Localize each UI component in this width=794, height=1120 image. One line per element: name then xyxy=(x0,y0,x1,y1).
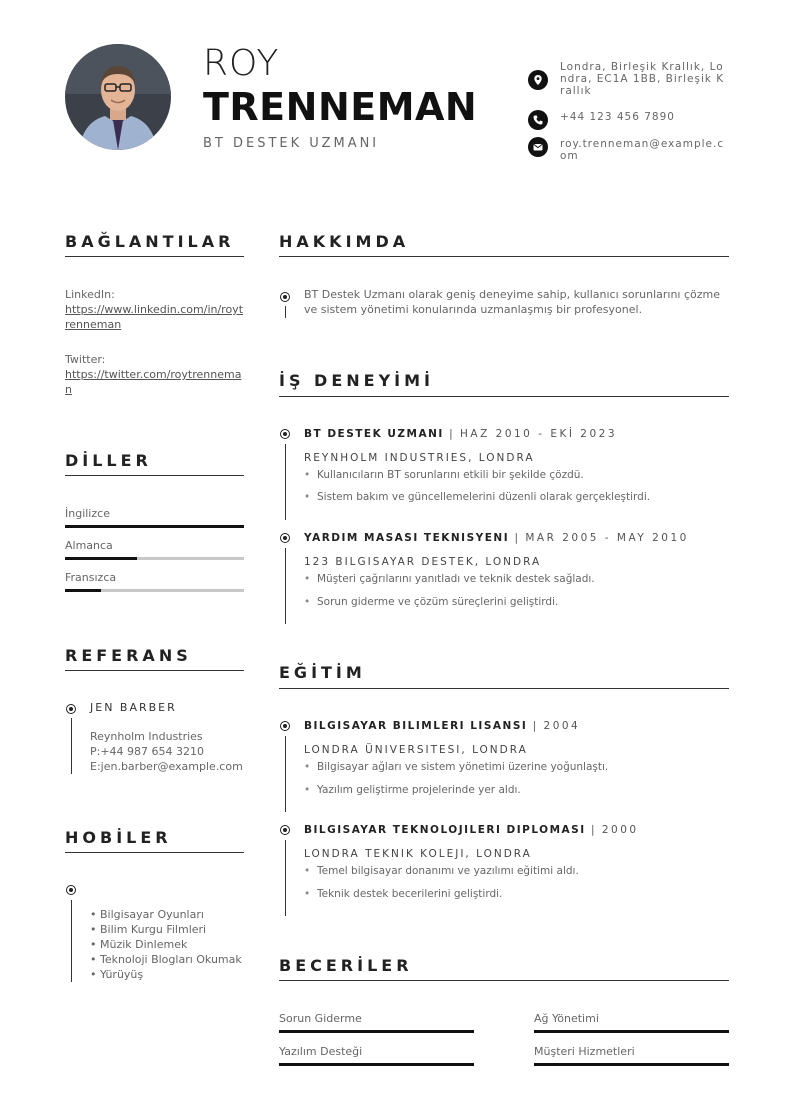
timeline-dot xyxy=(280,721,290,731)
hobby-item: • Yürüyüş xyxy=(90,968,144,981)
hobby-item: • Bilgisayar Oyunları xyxy=(90,908,204,921)
language-name: Fransızca xyxy=(65,571,117,584)
job-company: 123 BILGISAYAR DESTEK, LONDRA xyxy=(304,556,542,568)
job-title: BT DESTEK UZMANI xyxy=(203,136,380,151)
hobbies-list xyxy=(90,907,242,982)
first-name: ROY xyxy=(203,43,280,84)
about-divider xyxy=(279,256,729,257)
twitter-link[interactable]: https://twitter.com/roytrenneman xyxy=(65,368,242,396)
timeline-line xyxy=(285,840,286,916)
language-level-bar xyxy=(65,589,244,592)
experience-divider xyxy=(279,396,729,397)
education-bullet: • Yazılım geliştirme projelerinde yer aldı. xyxy=(304,784,521,796)
skill-name: Sorun Giderme xyxy=(279,1012,362,1025)
location-icon xyxy=(528,70,548,90)
reference-name: JEN BARBER xyxy=(90,701,177,714)
language-name: Almanca xyxy=(65,539,113,552)
skill-name: Ağ Yönetimi xyxy=(534,1012,599,1025)
timeline-line xyxy=(71,718,72,774)
timeline-line xyxy=(285,736,286,812)
job-title: YARDIM MASASI TEKNISYENI xyxy=(304,532,510,544)
skills-heading: BECERİLER xyxy=(279,956,413,975)
email-icon xyxy=(528,137,548,157)
job-company: REYNHOLM INDUSTRIES, LONDRA xyxy=(304,452,535,464)
links-divider xyxy=(65,256,244,257)
timeline-line xyxy=(285,548,286,624)
twitter-block xyxy=(65,352,245,397)
language-level-bar xyxy=(65,525,244,528)
language-level-bar xyxy=(65,557,244,560)
contact-email[interactable]: roy.trenneman@example.com xyxy=(560,138,725,162)
reference-divider xyxy=(65,670,244,671)
about-text: BT Destek Uzmanı olarak geniş deneyime sahip, kullanıcı sorunlarını çözme ve sistem yönetimi konularında uzmanlaşmış bir profesyonel. xyxy=(304,288,721,316)
degree-date: 2000 xyxy=(601,824,639,836)
job-heading: BT DESTEK UZMANI | HAZ 2010 - EKİ 2023 xyxy=(304,428,618,440)
linkedin-link[interactable]: https://www.linkedin.com/in/roytrenneman xyxy=(65,303,244,331)
language-name: İngilizce xyxy=(65,507,110,520)
job-dates: MAR 2005 - MAY 2010 xyxy=(525,532,689,544)
job-dates: HAZ 2010 - EKİ 2023 xyxy=(460,428,618,440)
degree-date: 2004 xyxy=(543,720,581,732)
hobby-item: • Teknoloji Blogları Okumak xyxy=(90,953,242,966)
job-title: BT DESTEK UZMANI xyxy=(304,428,444,440)
skill-level-bar xyxy=(279,1063,474,1066)
contact-address: Londra, Birleşik Krallık, Londra, EC1A 1BB, Birleşik Krallık xyxy=(560,61,725,97)
job-bullet: • Sistem bakım ve güncellemelerini düzenli olarak gerçekleştirdi. xyxy=(304,491,650,503)
degree-title: BILGISAYAR BILIMLERI LISANSI xyxy=(304,720,528,732)
hobby-item: • Müzik Dinlemek xyxy=(90,938,188,951)
education-bullet: • Temel bilgisayar donanımı ve yazılımı eğitimi aldı. xyxy=(304,865,579,877)
linkedin-block xyxy=(65,287,245,332)
profile-photo xyxy=(65,44,171,150)
education-heading: EĞİTİM xyxy=(279,663,366,682)
job-bullet: • Müşteri çağrılarını yanıtladı ve teknik destek sağladı. xyxy=(304,573,595,585)
twitter-label: Twitter: xyxy=(65,353,106,366)
skill-name: Müşteri Hizmetleri xyxy=(534,1045,635,1058)
links-heading: BAĞLANTILAR xyxy=(65,232,235,251)
timeline-dot xyxy=(280,292,290,302)
contact-phone: +44 123 456 7890 xyxy=(560,111,675,123)
reference-company: Reynholm Industries xyxy=(90,730,203,743)
job-heading: YARDIM MASASI TEKNISYENI | MAR 2005 - MAY 2010 xyxy=(304,532,689,544)
education-bullet: • Bilgisayar ağları ve sistem yönetimi üzerine yoğunlaştı. xyxy=(304,761,608,773)
reference-heading: REFERANS xyxy=(65,646,192,665)
phone-icon xyxy=(528,110,548,130)
school-name: LONDRA TEKNIK KOLEJI, LONDRA xyxy=(304,848,532,860)
job-bullet: • Kullanıcıların BT sorunlarını etkili bir şekilde çözdü. xyxy=(304,469,584,481)
languages-divider xyxy=(65,475,244,476)
degree-title: BILGISAYAR TEKNOLOJILERI DIPLOMASI xyxy=(304,824,586,836)
timeline-dot xyxy=(66,885,76,895)
reference-email[interactable]: E:jen.barber@example.com xyxy=(90,760,243,773)
hobbies-divider xyxy=(65,852,244,853)
timeline-dot xyxy=(280,429,290,439)
timeline-dot xyxy=(280,533,290,543)
school-name: LONDRA ÜNIVERSITESI, LONDRA xyxy=(304,744,528,756)
skill-name: Yazılım Desteği xyxy=(279,1045,363,1058)
hobby-item: • Bilim Kurgu Filmleri xyxy=(90,923,207,936)
reference-phone: P:+44 987 654 3210 xyxy=(90,745,205,758)
timeline-line xyxy=(285,306,286,318)
experience-heading: İŞ DENEYİMİ xyxy=(279,371,434,390)
education-bullet: • Teknik destek becerilerini geliştirdi. xyxy=(304,888,502,900)
skill-level-bar xyxy=(534,1063,729,1066)
hobbies-heading: HOBİLER xyxy=(65,828,172,847)
skills-divider xyxy=(279,980,729,981)
job-bullet: • Sorun giderme ve çözüm süreçlerini geliştirdi. xyxy=(304,596,558,608)
languages-heading: DİLLER xyxy=(65,451,152,470)
education-divider xyxy=(279,688,729,689)
linkedin-label: LinkedIn: xyxy=(65,288,115,301)
timeline-line xyxy=(285,444,286,520)
skill-level-bar xyxy=(279,1030,474,1033)
education-heading-line: BILGISAYAR BILIMLERI LISANSI | 2004 xyxy=(304,720,581,732)
timeline-line xyxy=(71,900,72,982)
education-heading-line: BILGISAYAR TEKNOLOJILERI DIPLOMASI | 2000 xyxy=(304,824,639,836)
timeline-dot xyxy=(66,704,76,714)
about-heading: HAKKIMDA xyxy=(279,232,410,251)
skill-level-bar xyxy=(534,1030,729,1033)
timeline-dot xyxy=(280,825,290,835)
last-name: TRENNEMAN xyxy=(203,85,478,129)
